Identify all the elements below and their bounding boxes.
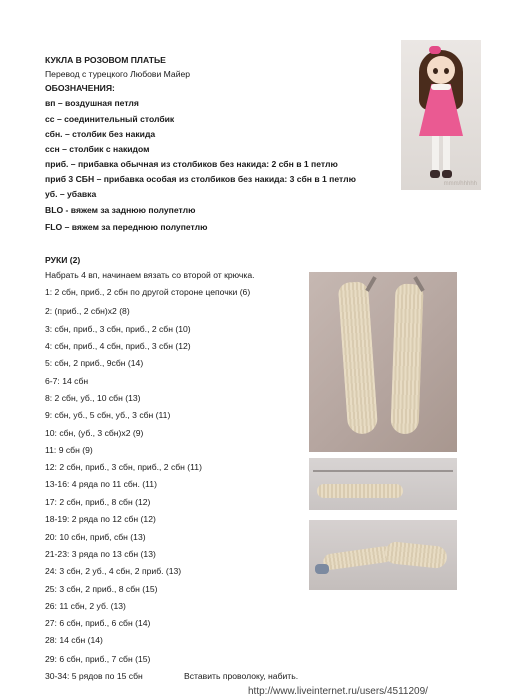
bow-shape: [429, 46, 441, 54]
section-intro: Набрать 4 вп, начинаем вязать со второй от крючка.: [45, 270, 255, 280]
pattern-row: 9: сбн, уб., 5 сбн, уб., 3 сбн (11): [45, 410, 171, 420]
pattern-row: 27: 6 сбн, приб., 6 сбн (14): [45, 618, 151, 628]
doll-photo: [401, 40, 481, 190]
pattern-row: 30-34: 5 рядов по 15 сбн: [45, 671, 143, 681]
legend-item: уб. – убавка: [45, 189, 97, 199]
pattern-row: 5: сбн, 2 приб., 9сбн (14): [45, 358, 144, 368]
pattern-row: 28: 14 сбн (14): [45, 635, 103, 645]
translator-credit: Перевод с турецкого Любови Майер: [45, 69, 191, 79]
legend-item: FLO – вяжем за переднюю полупетлю: [45, 222, 208, 232]
pattern-row: 13-16: 4 ряда по 11 сбн. (11): [45, 479, 157, 489]
row-note: Вставить проволоку, набить.: [184, 671, 299, 681]
arms-photo: [309, 272, 457, 452]
pattern-row: 18-19: 2 ряда по 12 сбн (12): [45, 514, 156, 524]
section-heading: РУКИ (2): [45, 255, 81, 265]
pattern-row: 17: 2 сбн, приб., 8 сбн (12): [45, 497, 151, 507]
pattern-row: 8: 2 сбн, уб., 10 сбн (13): [45, 393, 141, 403]
legend-item: приб 3 СБН – прибавка особая из столбиков без накида: 3 сбн в 1 петлю: [45, 174, 356, 184]
photo-watermark: mmm/hhhhh: [443, 181, 477, 187]
pattern-row: 12: 2 сбн, приб., 3 сбн, приб., 2 сбн (11): [45, 462, 202, 472]
pattern-row: 11: 9 сбн (9): [45, 445, 93, 455]
pattern-row: 3: сбн, приб., 3 сбн, приб., 2 сбн (10): [45, 324, 191, 334]
pattern-row: 29: 6 сбн, приб., 7 сбн (15): [45, 654, 151, 664]
legend-item: сбн. – столбик без накида: [45, 129, 156, 139]
pattern-row: 6-7: 14 сбн: [45, 376, 89, 386]
pattern-row: 24: 3 сбн, 2 уб., 4 сбн, 2 приб. (13): [45, 566, 182, 576]
pattern-row: 25: 3 сбн, 2 приб., 8 сбн (15): [45, 584, 158, 594]
pattern-row: 4: сбн, приб., 4 сбн, приб., 3 сбн (12): [45, 341, 191, 351]
footer-url[interactable]: http://www.liveinternet.ru/users/4511209/: [248, 686, 428, 697]
pattern-row: 26: 11 сбн, 2 уб. (13): [45, 601, 126, 611]
pattern-row: 10: сбн, (уб., 3 сбн)х2 (9): [45, 428, 144, 438]
wire-photo: [309, 458, 457, 510]
legend-item: ссн – столбик с накидом: [45, 144, 150, 154]
pattern-row: 1: 2 сбн, приб., 2 сбн по другой стороне цепочки (6): [45, 287, 251, 297]
bent-arm-photo: [309, 520, 457, 590]
legend-item: сс – соединительный столбик: [45, 114, 175, 124]
legend-item: вп – воздушная петля: [45, 98, 139, 108]
legend-item: BLO - вяжем за заднюю полупетлю: [45, 205, 196, 215]
page-title: КУКЛА В РОЗОВОМ ПЛАТЬЕ: [45, 55, 166, 65]
pattern-row: 2: (приб., 2 сбн)х2 (8): [45, 306, 130, 316]
pattern-row: 20: 10 сбн, приб, сбн (13): [45, 532, 146, 542]
legend-item: приб. – прибавка обычная из столбиков без накида: 2 сбн в 1 петлю: [45, 159, 338, 169]
pattern-row: 21-23: 3 ряда по 13 сбн (13): [45, 549, 156, 559]
legend-heading: ОБОЗНАЧЕНИЯ:: [45, 83, 115, 93]
